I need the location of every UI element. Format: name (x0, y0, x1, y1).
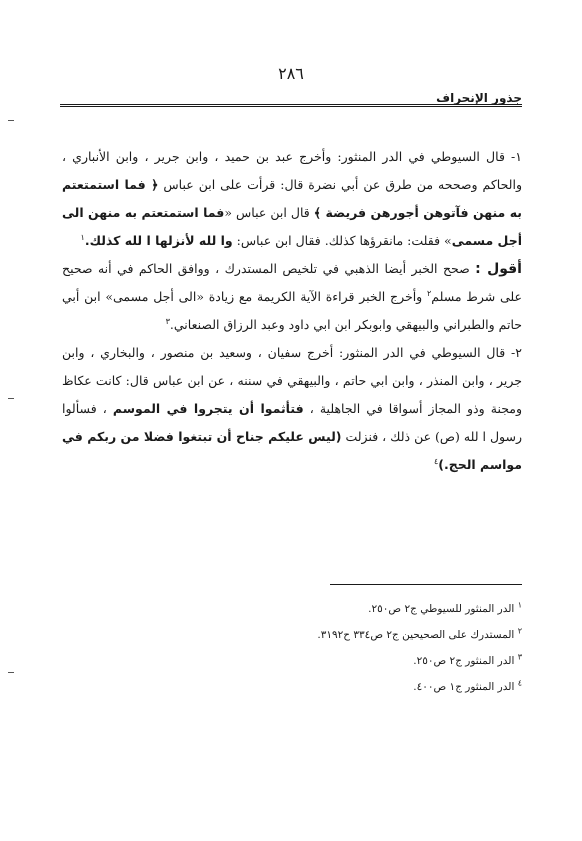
quran-quote: ﴿ فما استمتعتم به منهن فآتوهن أجورهن فريضة ﴾ (62, 177, 522, 220)
margin-mark (8, 398, 14, 399)
body-text (62, 143, 522, 479)
paragraph-1-after: » فقلت: مانقرؤها كذلك. فقال ابن عباس: (232, 233, 452, 248)
footnotes (62, 596, 522, 700)
margin-mark (8, 672, 14, 673)
footnote-text: الدر المنثور ج٢ ص٢٥٠. (413, 655, 515, 667)
footnote (62, 622, 522, 648)
paragraph-3-intro: ٢- قال السيوطي في الدر المنثور: أخرج سفيان ، وسعيد بن منصور ، والبخاري ، وابن جرير ، وابن المنذر ، وابن ابي حاتم ، والبيهقي في سننه ، عن ابن عباس قال: كانت عكاظ ومجنة وذو المجاز أسواقا في الجاهلية ، (62, 345, 523, 416)
footnote (62, 674, 522, 700)
footnote-rule (330, 584, 522, 585)
header-rule (60, 104, 522, 107)
paragraph-1-intro: ١- قال السيوطي في الدر المنثور: وأخرج عبد بن حميد ، وابن جرير ، وابن الأنباري ، والحاكم وصححه من طرق عن أبي نضرة قال: قرأت على ابن عباس (62, 149, 522, 192)
footnote-text: الدر المنثور للسيوطي ج٢ ص٢٥٠. (368, 603, 515, 615)
paragraph-3-middle: ، فسألوا رسول ا لله (ص) عن ذلك ، فنزلت (62, 401, 522, 444)
footnote-text: المستدرك على الصحيحين ج٢ ص٣٣٤ ح٣١٩٢. (317, 629, 515, 641)
paragraph-2 (62, 255, 522, 339)
quran-quote: (ليس عليكم جناح أن تبتغوا فضلا من ربكم في مواسم الحج.) (62, 429, 522, 472)
page-number: ٢٨٦ (278, 64, 304, 83)
footnote-ref: ١ (80, 232, 85, 242)
footnote-ref: ٣ (165, 316, 170, 326)
running-title: جذور الإنحراف (432, 90, 522, 106)
paragraph-2-text-1: صحح الخبر أيضا الذهبي في تلخيص المستدرك ، ووافق الحاكم في أنه صحيح على شرط مسلم (62, 261, 522, 304)
oath-statement: وا لله لأنزلها ا لله كذلك. (84, 233, 233, 248)
footnote-number: ٢ (517, 626, 522, 636)
variant-reading: فما استمتعتم به منهن الى أجل مسمى (62, 205, 522, 248)
margin-mark (8, 120, 14, 121)
paragraph-1 (62, 143, 522, 255)
footnote-number: ٤ (517, 678, 522, 688)
paragraph-2-text-2: وأخرج الخبر قراءة الآية الكريمة مع زيادة «الى أجل مسمى» ابن أبي حاتم والطبراني والبيهقي وابوبكر ابن ابي داود وعبد الرزاق الصنعاني. (62, 289, 522, 332)
footnote (62, 648, 522, 674)
footnote-number: ١ (517, 600, 522, 610)
aqul-heading: أقول : (475, 261, 522, 277)
footnote-ref: ٢ (426, 288, 432, 298)
paragraph-1-middle: قال ابن عباس « (224, 205, 314, 220)
bold-phrase: فتأثموا أن يتجروا في الموسم (112, 401, 304, 416)
footnote-number: ٣ (517, 652, 522, 662)
footnote (62, 596, 522, 622)
footnote-ref: ٤ (433, 456, 439, 466)
paragraph-3 (62, 339, 522, 479)
footnote-text: الدر المنثور ج١ ص٤٠٠. (413, 681, 515, 693)
